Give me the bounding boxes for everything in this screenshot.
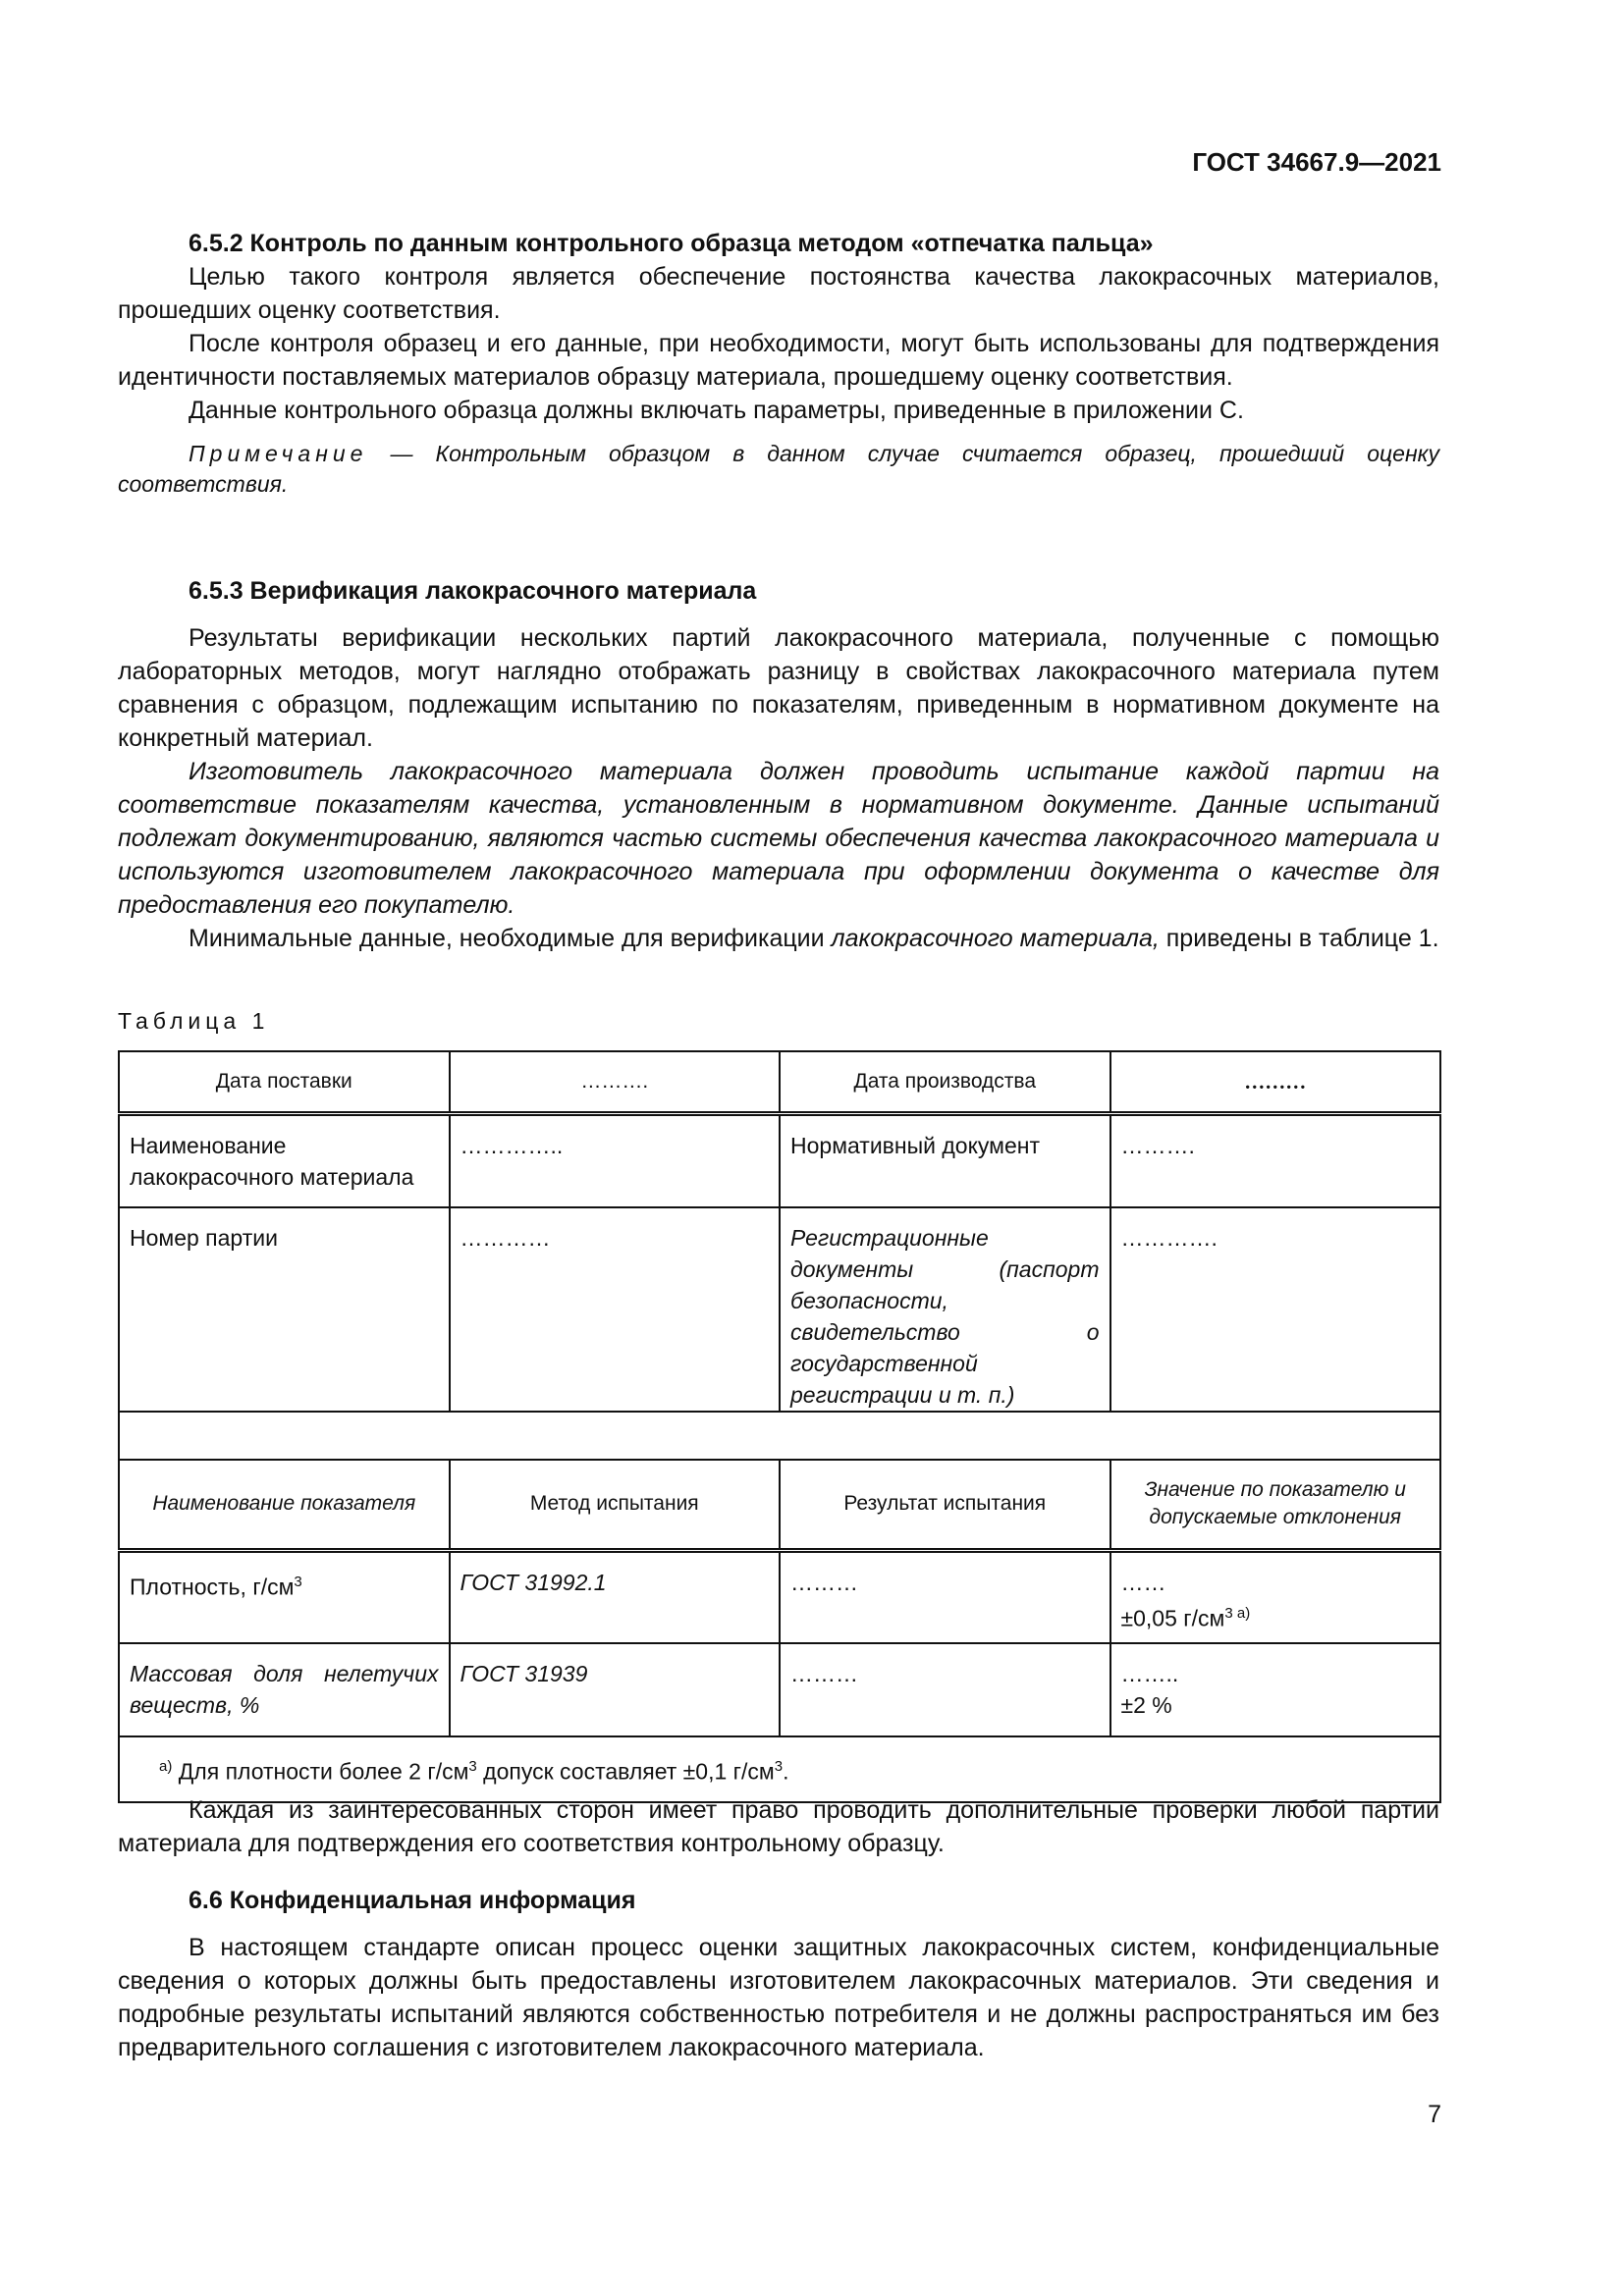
cell: Дата производства <box>780 1051 1110 1113</box>
text: а) <box>159 1758 173 1776</box>
text: ±2 % <box>1120 1692 1172 1718</box>
note <box>118 439 1439 500</box>
cell <box>119 1550 450 1643</box>
section-6-6 <box>118 1884 1439 2064</box>
empty-cell <box>119 1412 1440 1460</box>
paragraph: Результаты верификации нескольких партий лакокрасочного материала, полученные с помощью лабораторных методов, могут наглядно отображать разницу в свойствах лакокрасочного материала путем сравнения с образцом, подлежащим испытанию по показателям, приведенным в нормативном документе на конкретный материал. <box>118 624 1439 752</box>
text: приведены в таблице 1. <box>1159 925 1439 952</box>
document-id: ГОСТ 34667.9—2021 <box>1192 147 1441 177</box>
cell: Наименование лакокрасочного материала <box>119 1113 450 1207</box>
text: Плотность, г/см <box>130 1574 295 1600</box>
table-row <box>119 1550 1440 1643</box>
table-row <box>119 1643 1440 1736</box>
text: ±0,05 г/см <box>1120 1605 1225 1631</box>
text: допуск составляет ±0,1 г/см <box>476 1758 775 1785</box>
cell: ……… <box>780 1550 1110 1643</box>
paragraph: После контроля образец и его данные, при необходимости, могут быть использованы для подтверждения идентичности поставляемых материалов образцу материала, прошедшему оценку соответствия. <box>118 330 1439 391</box>
text: Минимальные данные, необходимые для верификации <box>189 925 832 952</box>
paragraph: Изготовитель лакокрасочного материала должен проводить испытание каждой партии на соответствие показателям качества, установленным в нормативном документе. Данные испытаний подлежат документированию, являются частью системы обеспечения качества лакокрасочного материала и используются изготовителем лакокрасочного материала при оформлении документа о качестве для предоставления его покупателю. <box>118 758 1439 919</box>
after-table-text <box>118 1793 1439 1860</box>
table-row <box>119 1207 1440 1412</box>
text: 3 <box>774 1758 784 1776</box>
column-header: Метод испытания <box>450 1460 781 1550</box>
table-header-row <box>119 1460 1440 1550</box>
superscript: 3 <box>294 1573 302 1590</box>
cell: ГОСТ 31939 <box>450 1643 781 1736</box>
column-header: Значение по показателю и допускаемые отклонения <box>1110 1460 1441 1550</box>
paragraph: Целью такого контроля является обеспечение постоянства качества лакокрасочных материалов, прошедших оценку соответствия. <box>118 263 1439 324</box>
section-heading: 6.6 Конфиденциальная информация <box>189 1887 636 1914</box>
cell: ………. <box>1110 1113 1441 1207</box>
cell: ………… <box>450 1207 781 1412</box>
section-heading: 6.5.3 Верификация лакокрасочного материала <box>189 577 757 605</box>
table-footnote-row <box>119 1736 1440 1802</box>
table-row-empty <box>119 1412 1440 1460</box>
paragraph: В настоящем стандарте описан процесс оценки защитных лакокрасочных систем, конфиденциальные сведения о которых должны быть предоставлены изготовителем лакокрасочных материалов. Эти сведения и подробные результаты испытаний являются собственностью потребителя и не должны распространяться им без предварительного соглашения с изготовителем лакокрасочного материала. <box>118 1934 1439 2061</box>
cell: Номер партии <box>119 1207 450 1412</box>
cell: Нормативный документ <box>780 1113 1110 1207</box>
cell: ………….. <box>450 1113 781 1207</box>
cell: …………. <box>1110 1207 1441 1412</box>
paragraph: Каждая из заинтересованных сторон имеет право проводить дополнительные проверки любой партии материала для подтверждения его соответствия контрольному образцу. <box>118 1796 1439 1857</box>
cell <box>1110 1643 1441 1736</box>
text: …… <box>1120 1569 1166 1595</box>
column-header: Результат испытания <box>780 1460 1110 1550</box>
cell <box>1110 1550 1441 1643</box>
text: Для плотности более 2 г/см <box>172 1758 469 1785</box>
cell: ………. <box>450 1051 781 1113</box>
superscript: 3 а) <box>1224 1604 1251 1622</box>
table-caption: Таблица 1 <box>118 1008 270 1034</box>
text: 3 <box>468 1758 477 1776</box>
cell: Массовая доля нелетучих веществ, % <box>119 1643 450 1736</box>
page-number: 7 <box>1428 2101 1441 2128</box>
footnote <box>119 1736 1440 1802</box>
cell: Дата поставки <box>119 1051 450 1113</box>
verification-table <box>118 1050 1441 1803</box>
paragraph: Данные контрольного образца должны включать параметры, приведенные в приложении С. <box>189 397 1244 424</box>
text: лакокрасочного материала, <box>831 925 1160 952</box>
cell: ГОСТ 31992.1 <box>450 1550 781 1643</box>
text: . <box>783 1758 789 1785</box>
text: …….. <box>1120 1661 1179 1686</box>
section-6-5-2 <box>118 227 1439 500</box>
section-heading: 6.5.2 Контроль по данным контрольного образца методом «отпечатка пальца» <box>189 230 1154 257</box>
cell: Регистрационные документы (паспорт безопасности, свидетельство о государственной регистрации и т. п.) <box>780 1207 1110 1412</box>
paragraph <box>118 922 1439 955</box>
column-header: Наименование показателя <box>119 1460 450 1550</box>
note-label: Примечание <box>189 441 368 466</box>
table-row <box>119 1051 1440 1113</box>
cell: ……… <box>1110 1051 1441 1113</box>
cell: ……… <box>780 1643 1110 1736</box>
section-6-5-3 <box>118 574 1439 955</box>
table-row <box>119 1113 1440 1207</box>
note-text: — Контрольным образцом в данном случае считается образец, прошедший оценку соответствия. <box>118 441 1439 497</box>
